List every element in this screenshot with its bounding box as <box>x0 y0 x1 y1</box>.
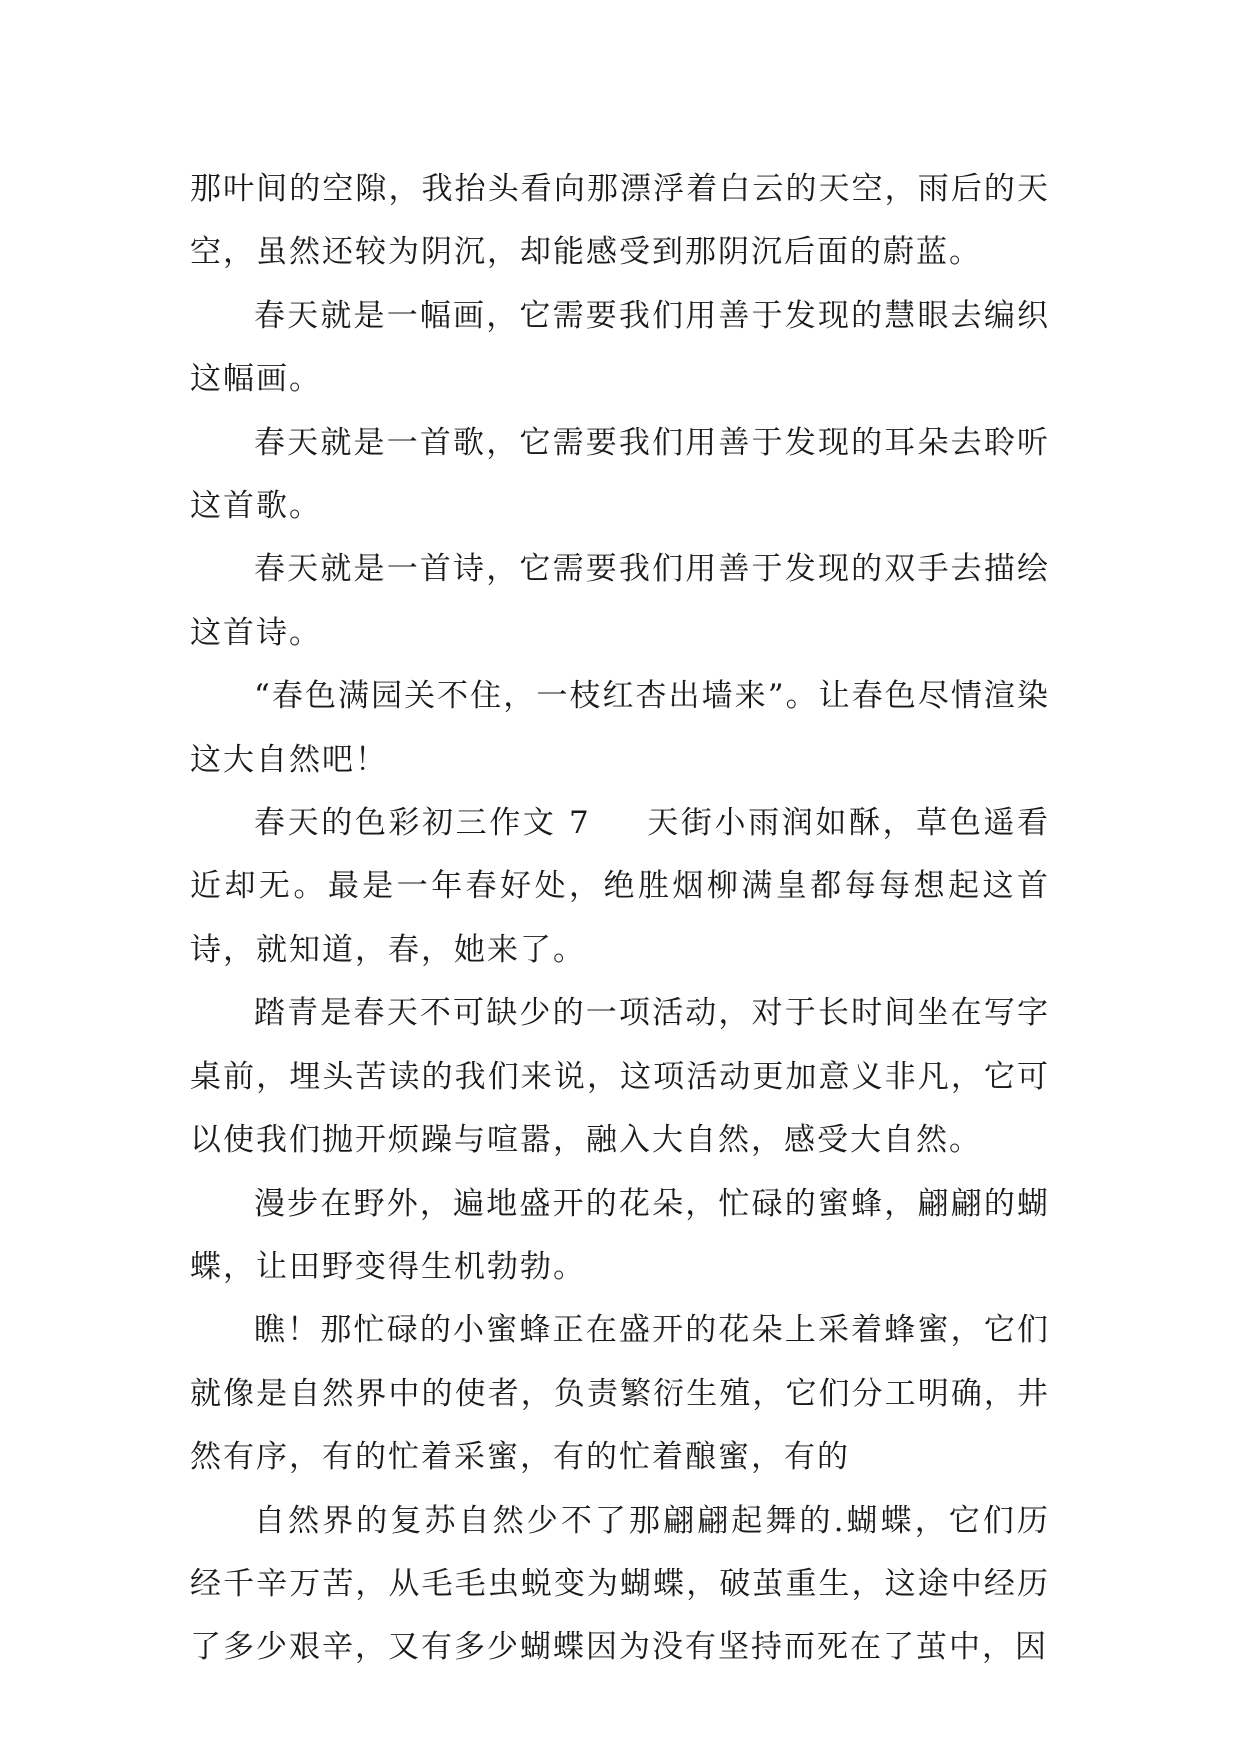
paragraph: 春天就是一首歌，它需要我们用善于发现的耳朵去聆听这首歌。 <box>190 424 1050 525</box>
section-heading: 春天的色彩初三作文 7 <box>254 805 591 842</box>
paragraph: 踏青是春天不可缺少的一项活动，对于长时间坐在写字桌前，埋头苦读的我们来说，这项活动更加意义非凡，它可以使我们抛开烦躁与喧嚣，融入大自然，感受大自然。 <box>190 995 1050 1159</box>
paragraph: “春色满园关不住，一枝红杏出墙来”。让春色尽情渲染这大自然吧！ <box>190 678 1050 778</box>
paragraph: 漫步在野外，遍地盛开的花朵，忙碌的蜜蜂，翩翩的蝴蝶，让田野变得生机勃勃。 <box>190 1185 1050 1285</box>
section-paragraph <box>190 792 1050 982</box>
paragraph: 瞧！那忙碌的小蜜蜂正在盛开的花朵上采着蜂蜜，它们就像是自然界中的使者，负责繁衍生殖，它们分工明确，井然有序，有的忙着采蜜，有的忙着酿蜜，有的 <box>190 1312 1050 1476</box>
paragraph: 自然界的复苏自然少不了那翩翩起舞的.蝴蝶，它们历经千辛万苦，从毛毛虫蜕变为蝴蝶，破茧重生，这途中经历了多少艰辛，又有多少蝴蝶因为没有坚持而死在了茧中，因 <box>190 1502 1050 1666</box>
paragraph: 春天就是一首诗，它需要我们用善于发现的双手去描绘这首诗。 <box>190 551 1050 651</box>
paragraph: 春天就是一幅画，它需要我们用善于发现的慧眼去编织这幅画。 <box>190 297 1050 398</box>
document-body <box>190 158 1050 1680</box>
paragraph: 那叶间的空隙，我抬头看向那漂浮着白云的天空，雨后的天空，虽然还较为阴沉，却能感受到那阴沉后面的蔚蓝。 <box>190 171 1050 271</box>
section-first-text: 天街小雨润如酥，草色遥看近却无。最是一年春好处，绝胜烟柳满皇都每每想起这首诗，就知道，春，她来了。 <box>190 805 1051 968</box>
